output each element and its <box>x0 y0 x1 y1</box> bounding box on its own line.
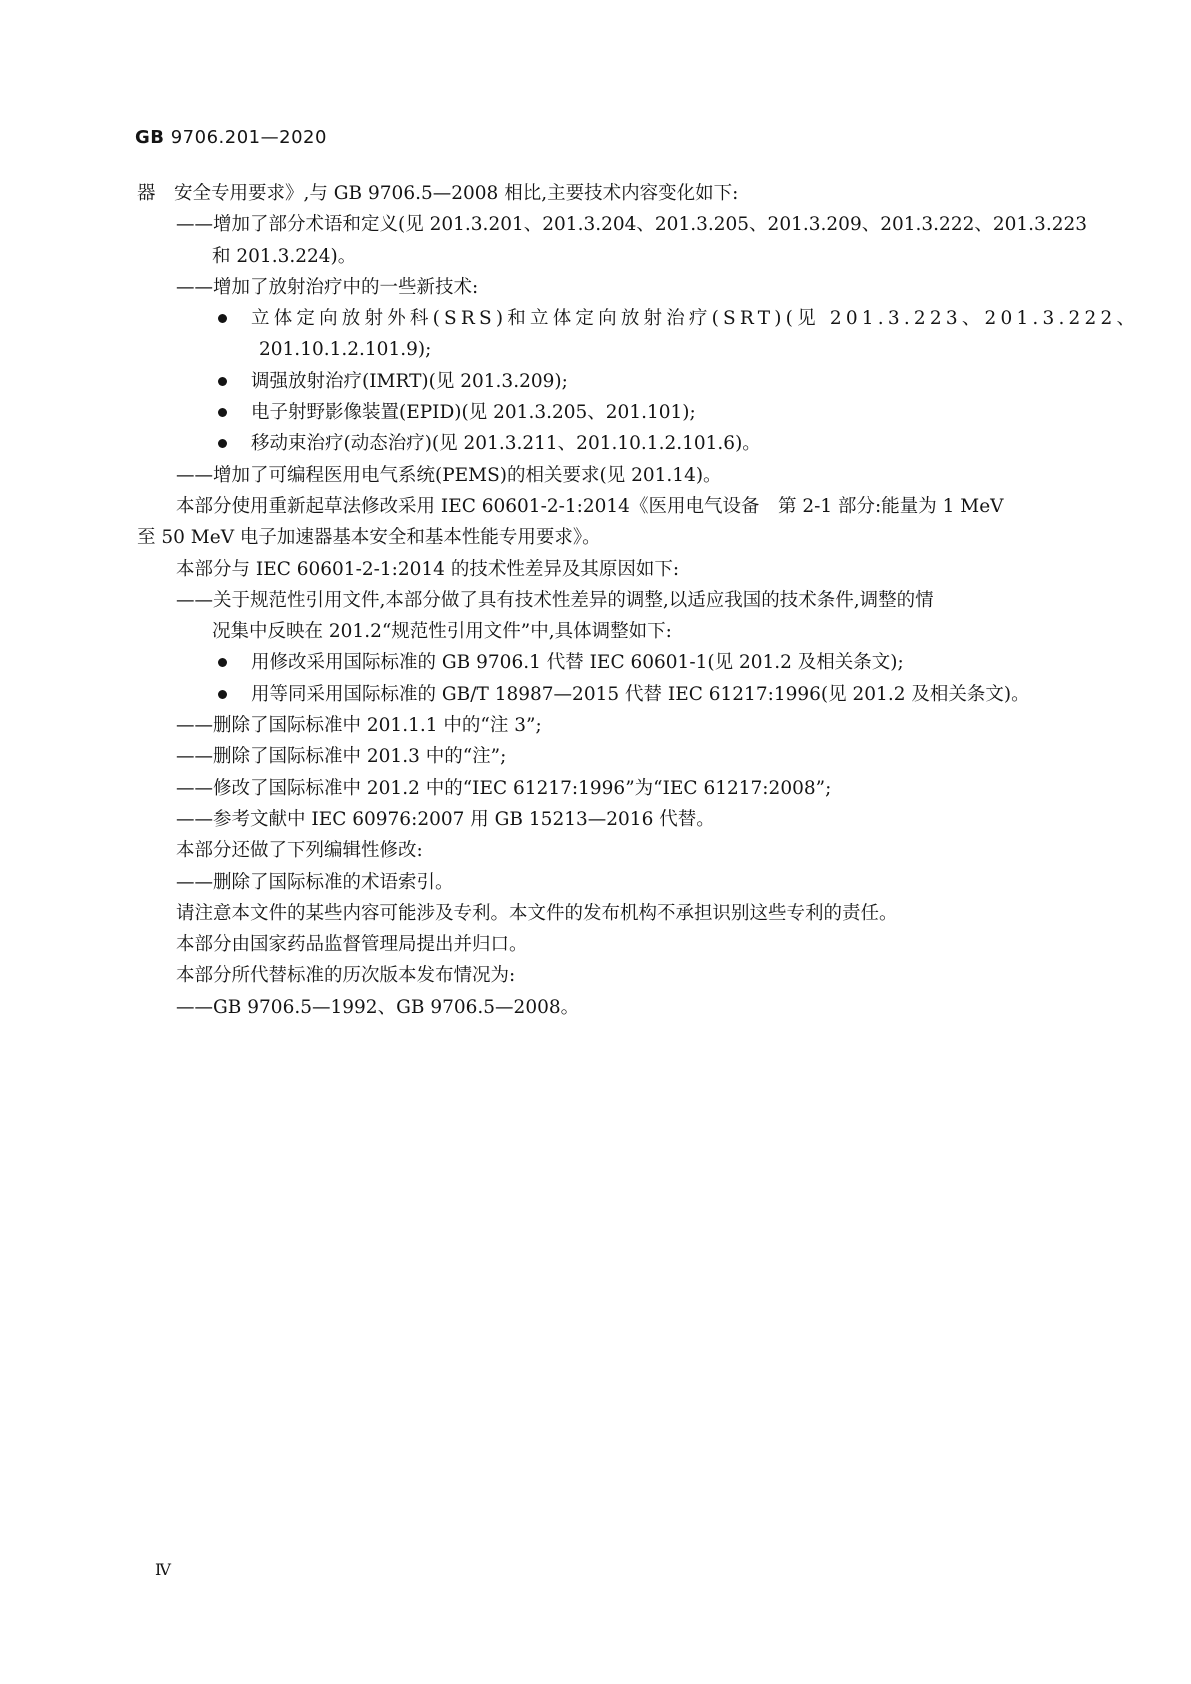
bullet-item-imrt <box>137 366 1057 397</box>
dash-item-normative-refs: ——关于规范性引用文件,本部分做了具有技术性差异的调整,以适应我国的技术条件,调整的情 <box>176 589 934 611</box>
bullet-icon <box>218 690 227 699</box>
bullet-icon <box>218 408 227 417</box>
paragraph-adoption: 本部分使用重新起草法修改采用 IEC 60601-2-1:2014《医用电气设备 第 2-1 部分:能量为 1 MeV <box>176 495 1004 517</box>
bullet-text: 立体定向放射外科(SRS)和立体定向放射治疗(SRT)(见 201.3.223、201.3.222、 <box>251 308 1140 330</box>
paragraph-differences: 本部分与 IEC 60601-2-1:2014 的技术性差异及其原因如下: <box>176 558 680 580</box>
bullet-text: 用修改采用国际标准的 GB 9706.1 代替 IEC 60601-1(见 201.2 及相关条文); <box>251 652 904 674</box>
dash-item-terms-cont: 和 201.3.224)。 <box>212 245 357 267</box>
bullet-item-epid <box>137 397 1057 428</box>
bullet-item-gbt18987 <box>137 679 1057 710</box>
paragraph-line: 器 安全专用要求》,与 GB 9706.5—2008 相比,主要技术内容变化如下: <box>137 183 739 204</box>
paragraph-adoption-cont: 至 50 MeV 电子加速器基本安全和基本性能专用要求》。 <box>137 527 601 549</box>
standard-prefix: GB <box>135 127 165 148</box>
dash-item-previous-editions: ——GB 9706.5—1992、GB 9706.5—2008。 <box>176 996 580 1018</box>
paragraph-patent: 请注意本文件的某些内容可能涉及专利。本文件的发布机构不承担识别这些专利的责任。 <box>176 902 898 924</box>
standard-number: 9706.201—2020 <box>170 127 327 148</box>
dash-item-modify-ref: ——修改了国际标准中 201.2 中的“IEC 61217:1996”为“IEC 61217:2008”; <box>176 777 832 799</box>
bullet-text: 移动束治疗(动态治疗)(见 201.3.211、201.10.1.2.101.6)。 <box>251 433 761 455</box>
dash-item-delete-note: ——删除了国际标准中 201.3 中的“注”; <box>176 746 507 768</box>
dash-item-pems: ——增加了可编程医用电气系统(PEMS)的相关要求(见 201.14)。 <box>176 464 722 486</box>
dash-item-delete-note3: ——删除了国际标准中 201.1.1 中的“注 3”; <box>176 715 542 737</box>
bullet-item-moving-beam <box>137 428 1057 459</box>
dash-item-normative-refs-cont: 况集中反映在 201.2“规范性引用文件”中,具体调整如下: <box>212 621 672 643</box>
standard-code-header <box>135 127 327 148</box>
bullet-text: 用等同采用国际标准的 GB/T 18987—2015 代替 IEC 61217:1996(见 201.2 及相关条文)。 <box>251 683 1030 705</box>
paragraph-editorial: 本部分还做了下列编辑性修改: <box>176 840 423 862</box>
dash-item-bibliography: ——参考文献中 IEC 60976:2007 用 GB 15213—2016 代替。 <box>176 808 715 830</box>
dash-item-terms: ——增加了部分术语和定义(见 201.3.201、201.3.204、201.3.205、201.3.209、201.3.222、201.3.223 <box>176 214 1088 236</box>
dash-item-term-index: ——删除了国际标准的术语索引。 <box>176 871 454 893</box>
bullet-item-srs-cont: 201.10.1.2.101.9); <box>259 339 432 361</box>
foreword-body <box>137 178 1140 1023</box>
dash-item-new-tech: ——增加了放射治疗中的一些新技术: <box>176 276 479 298</box>
bullet-item-srs <box>137 303 1140 334</box>
paragraph-history: 本部分所代替标准的历次版本发布情况为: <box>176 965 516 987</box>
bullet-icon <box>218 377 227 386</box>
bullet-item-gb9706-1 <box>137 647 1057 678</box>
bullet-text: 调强放射治疗(IMRT)(见 201.3.209); <box>251 370 568 392</box>
paragraph-proposer: 本部分由国家药品监督管理局提出并归口。 <box>176 934 528 956</box>
bullet-text: 电子射野影像装置(EPID)(见 201.3.205、201.101); <box>251 402 696 424</box>
page-number: Ⅳ <box>155 1560 171 1579</box>
